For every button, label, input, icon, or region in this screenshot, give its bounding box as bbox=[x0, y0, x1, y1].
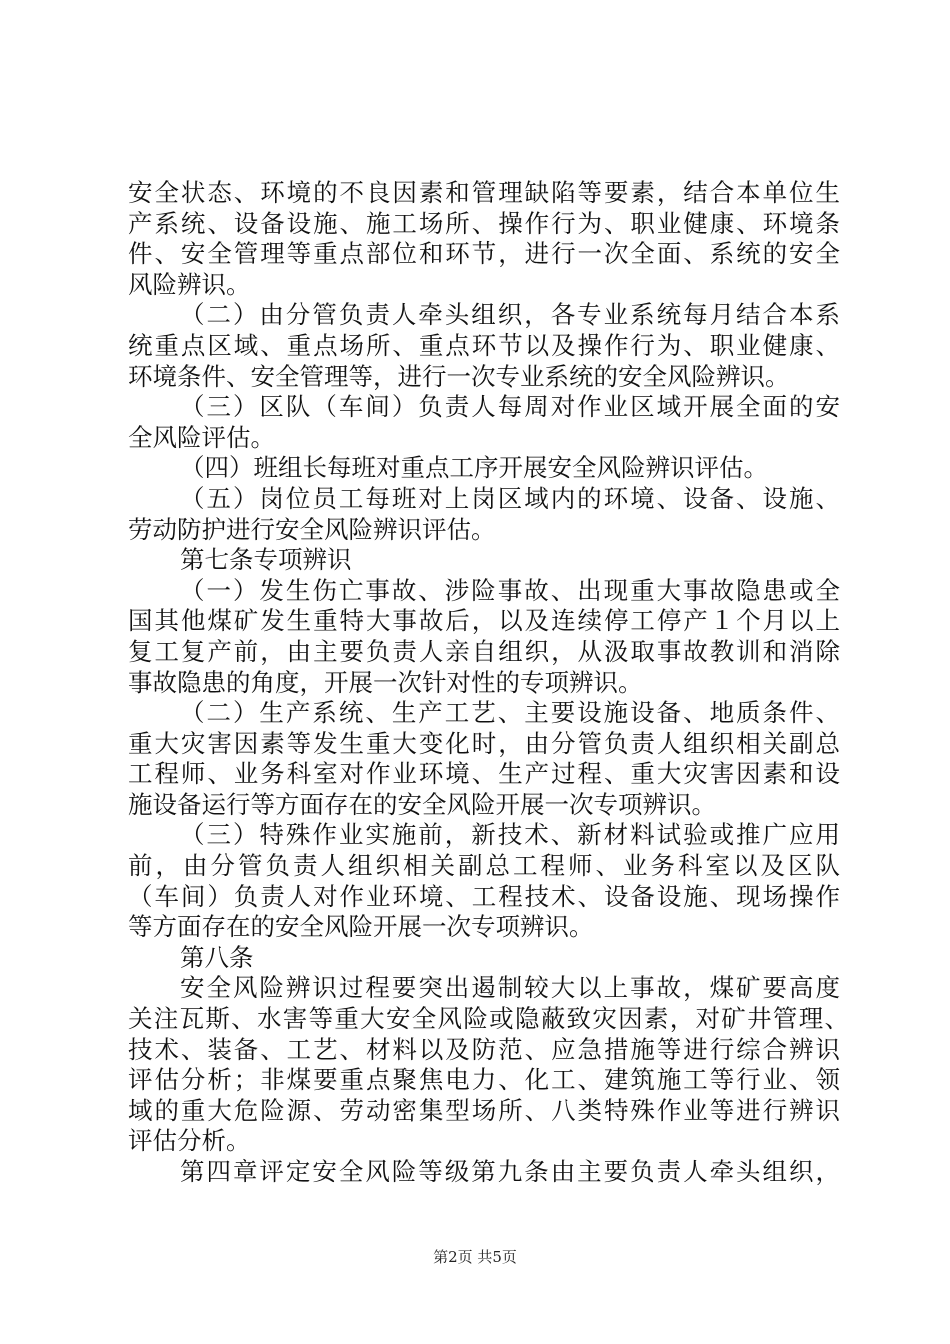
text-line: 工程师、业务科室对作业环境、生产过程、重大灾害因素和设 bbox=[128, 759, 840, 789]
text-line: 国其他煤矿发生重特大事故后，以及连续停工停产１个月以上 bbox=[128, 606, 840, 636]
text-line: （三）区队（车间）负责人每周对作业区域开展全面的安 bbox=[180, 392, 840, 422]
text-line: 评估分析；非煤要重点聚焦电力、化工、建筑施工等行业、领 bbox=[128, 1065, 840, 1095]
text-line: 件、安全管理等重点部位和环节，进行一次全面、系统的安全 bbox=[128, 239, 840, 269]
article-heading: 第八条 bbox=[180, 942, 254, 972]
text-line: 环境条件、安全管理等，进行一次专业系统的安全风险辨识。 bbox=[128, 361, 790, 391]
text-line: 第四章评定安全风险等级第九条由主要负责人牵头组织， bbox=[180, 1157, 840, 1186]
text-line: 技术、装备、工艺、材料以及防范、应急措施等进行综合辨识 bbox=[128, 1034, 840, 1064]
text-line: （一）发生伤亡事故、涉险事故、出现重大事故隐患或全 bbox=[180, 575, 840, 605]
text-line: 安全状态、环境的不良因素和管理缺陷等要素，结合本单位生 bbox=[128, 178, 840, 207]
text-line: 全风险评估。 bbox=[128, 422, 275, 452]
text-line: （五）岗位员工每班对上岗区域内的环境、设备、设施、 bbox=[180, 483, 840, 513]
page-number-footer: 第2页 共5页 bbox=[433, 1248, 517, 1266]
text-line: 重大灾害因素等发生重大变化时，由分管负责人组织相关副总 bbox=[128, 728, 840, 758]
text-line: （二）由分管负责人牵头组织，各专业系统每月结合本系 bbox=[180, 300, 840, 330]
text-line: 安全风险辨识过程要突出遏制较大以上事故，煤矿要高度 bbox=[180, 973, 840, 1003]
text-line: （车间）负责人对作业环境、工程技术、设备设施、现场操作 bbox=[128, 881, 840, 911]
text-line: 前，由分管负责人组织相关副总工程师、业务科室以及区队 bbox=[128, 851, 840, 881]
article-heading: 第七条专项辨识 bbox=[180, 545, 352, 575]
text-line: 统重点区域、重点场所、重点环节以及操作行为、职业健康、 bbox=[128, 330, 840, 360]
text-line: 复工复产前，由主要负责人亲自组织，从汲取事故教训和消除 bbox=[128, 636, 840, 666]
text-line: 评估分析。 bbox=[128, 1126, 251, 1156]
document-body bbox=[128, 178, 849, 1188]
text-line: 产系统、设备设施、施工场所、操作行为、职业健康、环境条 bbox=[128, 208, 840, 238]
text-line: 等方面存在的安全风险开展一次专项辨识。 bbox=[128, 912, 594, 942]
text-line: 施设备运行等方面存在的安全风险开展一次专项辨识。 bbox=[128, 789, 716, 819]
text-line: 域的重大危险源、劳动密集型场所、八类特殊作业等进行辨识 bbox=[128, 1095, 840, 1125]
text-line: 关注瓦斯、水害等重大安全风险或隐蔽致灾因素，对矿井管理、 bbox=[128, 1004, 849, 1034]
text-line: （四）班组长每班对重点工序开展安全风险辨识评估。 bbox=[180, 453, 768, 483]
text-line: （二）生产系统、生产工艺、主要设施设备、地质条件、 bbox=[180, 698, 840, 728]
text-line: 风险辨识。 bbox=[128, 269, 251, 299]
text-line: （三）特殊作业实施前，新技术、新材料试验或推广应用 bbox=[180, 820, 840, 850]
text-line: 劳动防护进行安全风险辨识评估。 bbox=[128, 514, 496, 544]
text-line: 事故隐患的角度，开展一次针对性的专项辨识。 bbox=[128, 667, 643, 697]
